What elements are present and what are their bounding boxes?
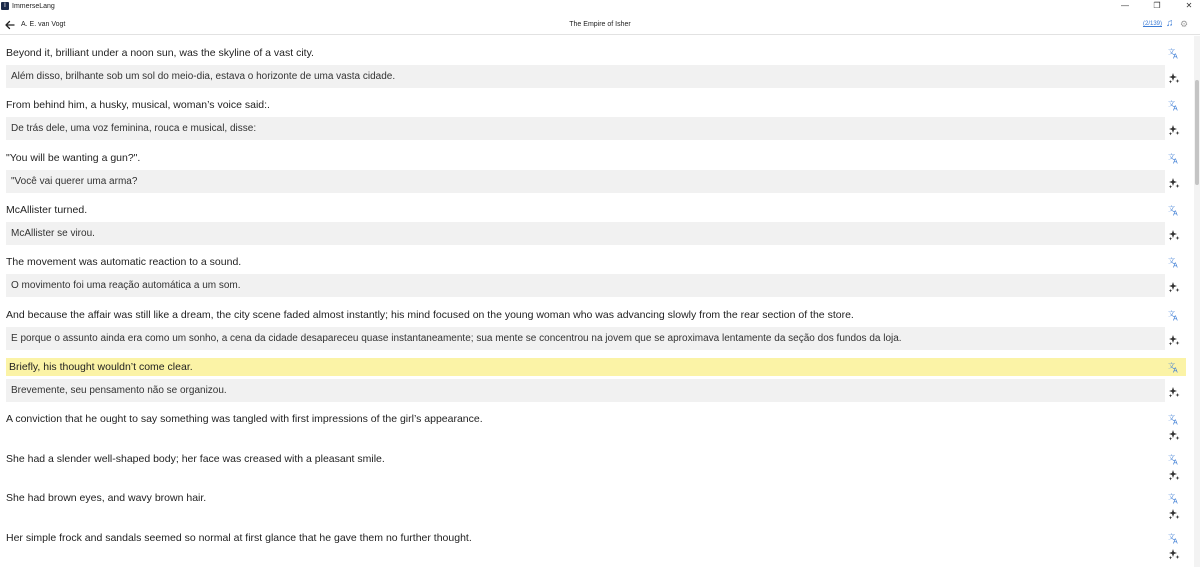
sparkle-icon[interactable] (1168, 280, 1180, 292)
translate-icon[interactable] (1168, 412, 1180, 424)
author-name: A. E. van Vogt (21, 21, 66, 28)
translate-icon[interactable] (1168, 360, 1180, 372)
svg-text:A: A (1173, 262, 1178, 269)
translate-icon[interactable] (1168, 203, 1180, 215)
svg-text:A: A (1173, 367, 1178, 373)
sparkle-icon[interactable] (1168, 468, 1180, 480)
sentence-original[interactable]: She had brown eyes, and wavy brown hair. (6, 492, 207, 505)
app-logo-icon: I (1, 2, 9, 10)
sparkle-icon[interactable] (1168, 385, 1180, 397)
svg-text:A: A (1173, 105, 1178, 112)
sparkle-icon[interactable] (1168, 507, 1180, 519)
translate-icon[interactable] (1168, 531, 1180, 543)
sentence-translation: E porque o assunto ainda era como um sonho, a cena da cidade desapareceu quase instantaneamente; sua mente se concentrou na jovem que se aproximava lentamente da seção dos fundos da loja. (6, 327, 1165, 350)
translate-icon[interactable] (1168, 46, 1180, 58)
sentence-translation: Além disso, brilhante sob um sol do meio-dia, estava o horizonte de uma vasta cidade. (6, 65, 1165, 88)
svg-text:文: 文 (1168, 361, 1175, 370)
translate-icon[interactable] (1168, 452, 1180, 464)
maximize-button[interactable]: ❐ (1153, 1, 1161, 10)
header-actions (1143, 18, 1190, 30)
translate-icon[interactable] (1168, 255, 1180, 267)
sentence-translation: De trás dele, uma voz feminina, rouca e musical, disse: (6, 117, 1165, 140)
sentence-original[interactable]: From behind him, a husky, musical, woman’s voice said:. (6, 99, 270, 112)
scrollbar-track[interactable] (1194, 36, 1200, 567)
sparkle-icon[interactable] (1168, 547, 1180, 559)
sparkle-icon[interactable] (1168, 428, 1180, 440)
scrollbar-thumb[interactable] (1195, 80, 1199, 185)
svg-text:A: A (1173, 210, 1178, 216)
minimize-button[interactable]: — (1121, 1, 1129, 10)
app-name: ImmerseLang (12, 2, 55, 10)
svg-text:文: 文 (1168, 152, 1175, 161)
sparkle-icon[interactable] (1168, 333, 1180, 345)
sparkle-icon[interactable] (1168, 176, 1180, 188)
sentence-original[interactable]: Briefly, his thought wouldn’t come clear. (6, 358, 1186, 376)
page-progress-link[interactable]: (2/139) (1142, 21, 1162, 27)
svg-text:A: A (1173, 158, 1178, 164)
svg-text:文: 文 (1168, 453, 1175, 462)
book-title: The Empire of Isher (569, 21, 631, 28)
sentence-translation: O movimento foi uma reação automática a um som. (6, 274, 1165, 297)
sentence-original[interactable]: McAllister turned. (6, 203, 88, 216)
music-note-icon[interactable]: ♫ (1166, 18, 1174, 29)
sentence-original[interactable]: Beyond it, brilliant under a noon sun, was the skyline of a vast city. (6, 47, 314, 59)
svg-text:A: A (1173, 315, 1178, 321)
sparkle-icon[interactable] (1168, 123, 1180, 135)
svg-text:文: 文 (1168, 414, 1175, 423)
translate-icon[interactable] (1168, 151, 1180, 163)
sentence-original[interactable]: Her simple frock and sandals seemed so normal at first glance that he gave them no further thought. (6, 531, 472, 544)
svg-text:A: A (1173, 538, 1178, 544)
window-titlebar (0, 0, 1200, 12)
sentence-translation: Brevemente, seu pensamento não se organizou. (6, 379, 1165, 402)
svg-text:A: A (1173, 459, 1178, 465)
window-controls (1120, 1, 1194, 11)
sentence-original[interactable]: And because the affair was still like a dream, the city scene faded almost instantly; his mind focused on the young woman who was advancing slowly from the rear section of the store. (6, 308, 854, 321)
sentence-original[interactable]: The movement was automatic reaction to a sound. (6, 256, 242, 269)
reader-header (0, 17, 1200, 35)
sentence-original[interactable]: A conviction that he ought to say something was tangled with first impressions of the girl’s appearance. (6, 413, 483, 426)
svg-text:文: 文 (1168, 493, 1175, 502)
svg-text:文: 文 (1168, 204, 1175, 213)
sparkle-icon[interactable] (1168, 228, 1180, 240)
svg-text:A: A (1173, 498, 1178, 505)
sentence-translation: "Você vai querer uma arma? (6, 170, 1165, 193)
sparkle-icon[interactable] (1168, 71, 1180, 83)
svg-text:文: 文 (1168, 532, 1175, 541)
translate-icon[interactable] (1168, 98, 1180, 110)
sentence-translation: McAllister se virou. (6, 222, 1165, 245)
svg-text:文: 文 (1168, 100, 1175, 109)
svg-text:A: A (1173, 53, 1178, 59)
translate-icon[interactable] (1168, 491, 1180, 503)
svg-text:文: 文 (1168, 48, 1175, 56)
sentence-original[interactable]: "You will be wanting a gun?". (6, 151, 141, 164)
close-button[interactable]: ✕ (1185, 1, 1193, 10)
gear-icon[interactable]: ⚙ (1180, 19, 1189, 29)
svg-text:文: 文 (1168, 309, 1175, 318)
translate-icon[interactable] (1168, 308, 1180, 320)
svg-text:文: 文 (1168, 257, 1175, 266)
sentence-original[interactable]: She had a slender well-shaped body; her face was creased with a pleasant smile. (6, 452, 385, 465)
svg-text:A: A (1173, 419, 1178, 426)
